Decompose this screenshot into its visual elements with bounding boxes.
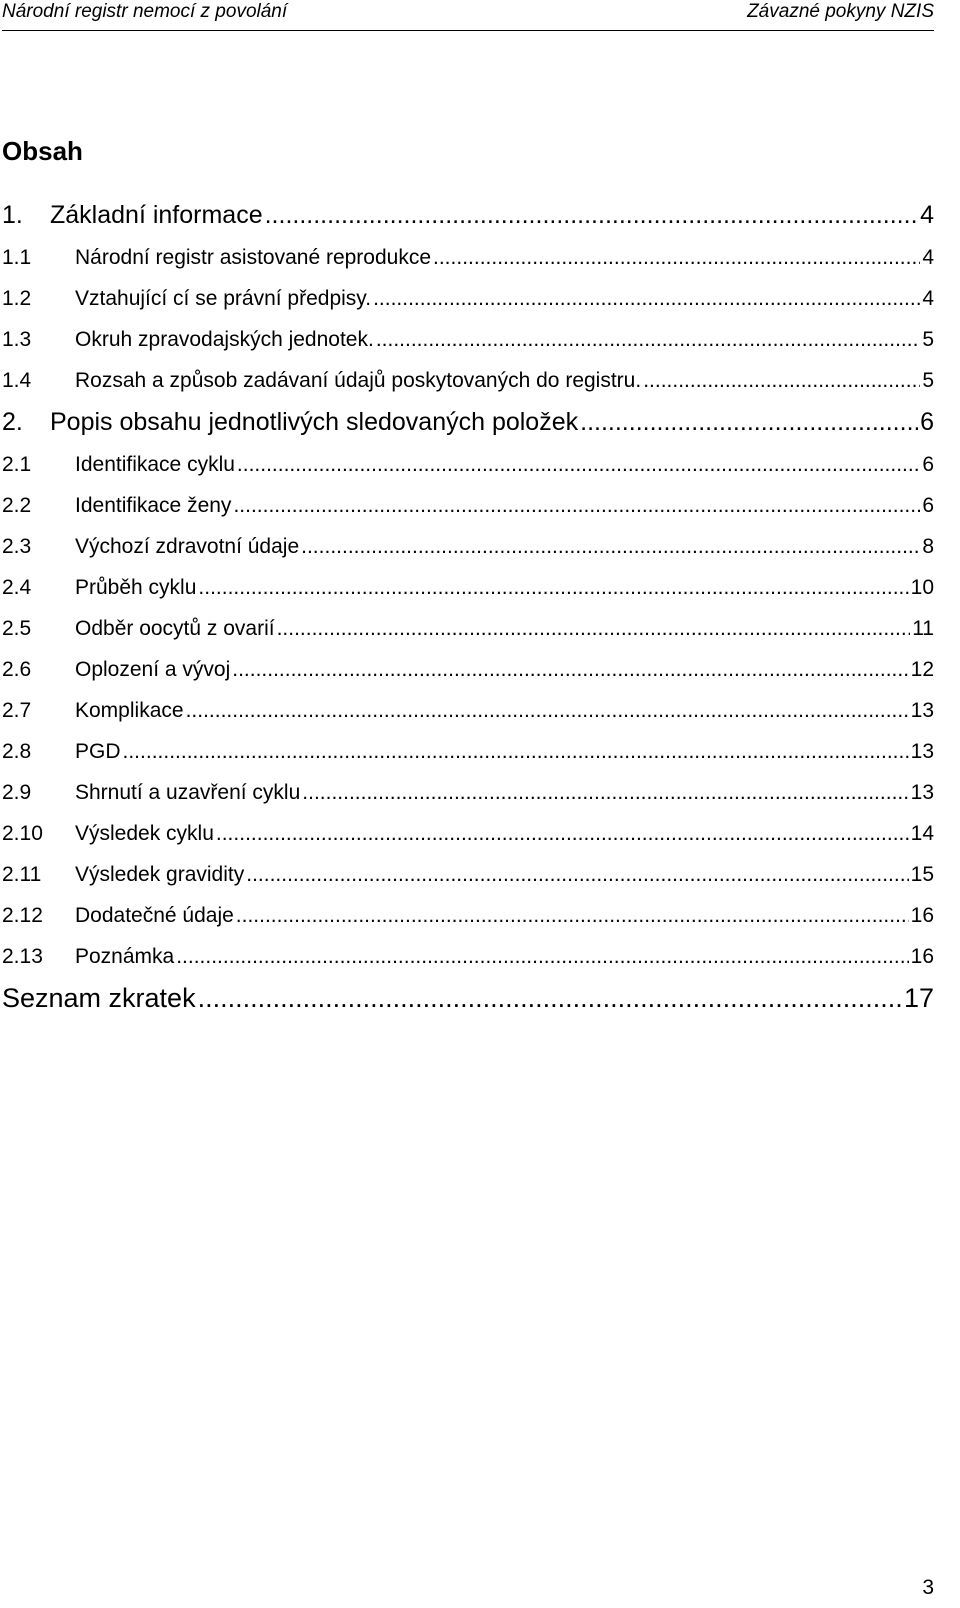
toc-dot-leader	[433, 237, 920, 278]
toc-dot-leader	[301, 526, 920, 567]
toc-entry-number: 2.13	[2, 945, 43, 968]
toc-entry-title: Identifikace cyklu	[75, 453, 235, 476]
toc-entry-page: 16	[910, 904, 934, 927]
toc-entry-page: 16	[910, 945, 934, 968]
toc-entry[interactable]	[2, 772, 934, 813]
toc-entry-title: Identifikace ženy	[75, 494, 232, 517]
toc-entry[interactable]	[2, 649, 934, 690]
toc-entry-page: 4	[922, 246, 934, 269]
toc-entry-number: 1.3	[2, 328, 32, 351]
toc-entry[interactable]	[2, 360, 934, 401]
toc-entry-number: 2.4	[2, 576, 32, 599]
toc-entry-title: Komplikace	[75, 699, 184, 722]
toc-entry-number: 2.10	[2, 822, 43, 845]
toc-entry-number: 1.4	[2, 369, 32, 392]
toc-entry[interactable]	[2, 608, 934, 649]
toc-dot-leader	[373, 278, 920, 319]
toc-dot-leader	[246, 854, 908, 895]
header-document-title: Národní registr nemocí z povolání	[2, 1, 288, 22]
toc-entry-number: 2.	[2, 408, 23, 436]
toc-entry-page: 4	[922, 287, 934, 310]
toc-entry[interactable]	[2, 813, 934, 854]
toc-entry-number: 2.3	[2, 535, 32, 558]
toc-entry-page: 13	[910, 781, 934, 804]
toc-dot-leader	[237, 444, 920, 485]
toc-dot-leader	[277, 608, 911, 649]
toc-dot-leader	[580, 401, 918, 444]
toc-entry[interactable]	[2, 731, 934, 772]
toc-dot-leader	[376, 319, 920, 360]
toc-entry-page: 15	[910, 863, 934, 886]
toc-entry-title: Oplození a vývoj	[75, 658, 231, 681]
toc-entry-title: Výchozí zdravotní údaje	[75, 535, 300, 558]
toc-entry-page: 6	[922, 453, 934, 476]
toc-entry-page: 6	[920, 408, 934, 436]
toc-entry-page: 6	[922, 494, 934, 517]
toc-entry-title: Vztahující cí se právní předpisy.	[75, 287, 372, 310]
toc-entry-number: 2.9	[2, 781, 32, 804]
toc-entry-title: Odběr oocytů z ovarií	[75, 617, 275, 640]
toc-entry-title: Dodatečné údaje	[75, 904, 234, 927]
toc-dot-leader	[186, 690, 909, 731]
toc-dot-leader	[198, 977, 902, 1019]
toc-entry-page: 13	[910, 740, 934, 763]
page-header	[2, 0, 934, 31]
toc-entry[interactable]	[2, 936, 934, 977]
toc-entry-page: 4	[920, 201, 934, 229]
toc-entry-title: PGD	[75, 740, 121, 763]
header-section-title: Závazné pokyny NZIS	[747, 1, 934, 22]
toc-dot-leader	[236, 895, 909, 936]
toc-entry-title: Výsledek gravidity	[75, 863, 245, 886]
toc-entry[interactable]	[2, 444, 934, 485]
toc-dot-leader	[176, 936, 908, 977]
toc-entry-title: Průběh cyklu	[75, 576, 197, 599]
toc-entry-number: 2.8	[2, 740, 32, 763]
page-number: 3	[922, 1576, 934, 1599]
toc-entry-number: 2.2	[2, 494, 32, 517]
toc-entry[interactable]	[2, 895, 934, 936]
toc-dot-leader	[216, 813, 909, 854]
toc-heading: Obsah	[2, 136, 83, 166]
toc-entry-page: 12	[910, 658, 934, 681]
toc-entry[interactable]	[2, 567, 934, 608]
toc-entry-title: Seznam zkratek	[2, 983, 196, 1013]
toc-entry[interactable]	[2, 854, 934, 895]
toc-entry[interactable]	[2, 237, 934, 278]
toc-entry-number: 2.11	[2, 863, 42, 886]
toc-entry[interactable]	[2, 319, 934, 360]
toc-entry-number: 1.	[2, 201, 23, 229]
toc-entry-title: Popis obsahu jednotlivých sledovaných položek	[50, 408, 579, 436]
toc-entry-page: 13	[910, 699, 934, 722]
toc-dot-leader	[123, 731, 909, 772]
toc-dot-leader	[233, 485, 920, 526]
toc-entry-page: 14	[910, 822, 934, 845]
toc-entry-title: Výsledek cyklu	[75, 822, 214, 845]
toc-entry-title: Shrnutí a uzavření cyklu	[75, 781, 301, 804]
toc-entry-page: 17	[903, 983, 934, 1013]
toc-dot-leader	[302, 772, 908, 813]
toc-dot-leader	[232, 649, 908, 690]
toc-entry-title: Okruh zpravodajských jednotek.	[75, 328, 374, 351]
toc-entry-page: 8	[922, 535, 934, 558]
toc-dot-leader	[198, 567, 908, 608]
toc-entry-title: Rozsah a způsob zadávaní údajů poskytovaných do registru.	[75, 369, 642, 392]
toc-entry[interactable]	[2, 194, 934, 237]
toc-entry-page: 10	[910, 576, 934, 599]
table-of-contents	[2, 194, 934, 1019]
toc-entry[interactable]	[2, 977, 934, 1019]
toc-entry-page: 11	[912, 617, 934, 640]
toc-entry-title: Základní informace	[50, 201, 263, 229]
toc-entry-number: 1.1	[2, 246, 32, 269]
toc-entry[interactable]	[2, 690, 934, 731]
toc-entry[interactable]	[2, 278, 934, 319]
toc-entry-number: 2.7	[2, 699, 32, 722]
toc-dot-leader	[265, 194, 918, 237]
toc-entry[interactable]	[2, 485, 934, 526]
toc-dot-leader	[643, 360, 920, 401]
toc-entry-number: 2.6	[2, 658, 32, 681]
toc-entry-number: 2.5	[2, 617, 32, 640]
toc-entry-page: 5	[922, 328, 934, 351]
toc-entry-number: 2.1	[2, 453, 32, 476]
toc-entry-number: 1.2	[2, 287, 32, 310]
toc-entry[interactable]	[2, 526, 934, 567]
toc-entry-title: Poznámka	[75, 945, 175, 968]
toc-entry-page: 5	[922, 369, 934, 392]
toc-entry[interactable]	[2, 401, 934, 444]
toc-entry-number: 2.12	[2, 904, 43, 927]
toc-entry-title: Národní registr asistované reprodukce	[75, 246, 432, 269]
